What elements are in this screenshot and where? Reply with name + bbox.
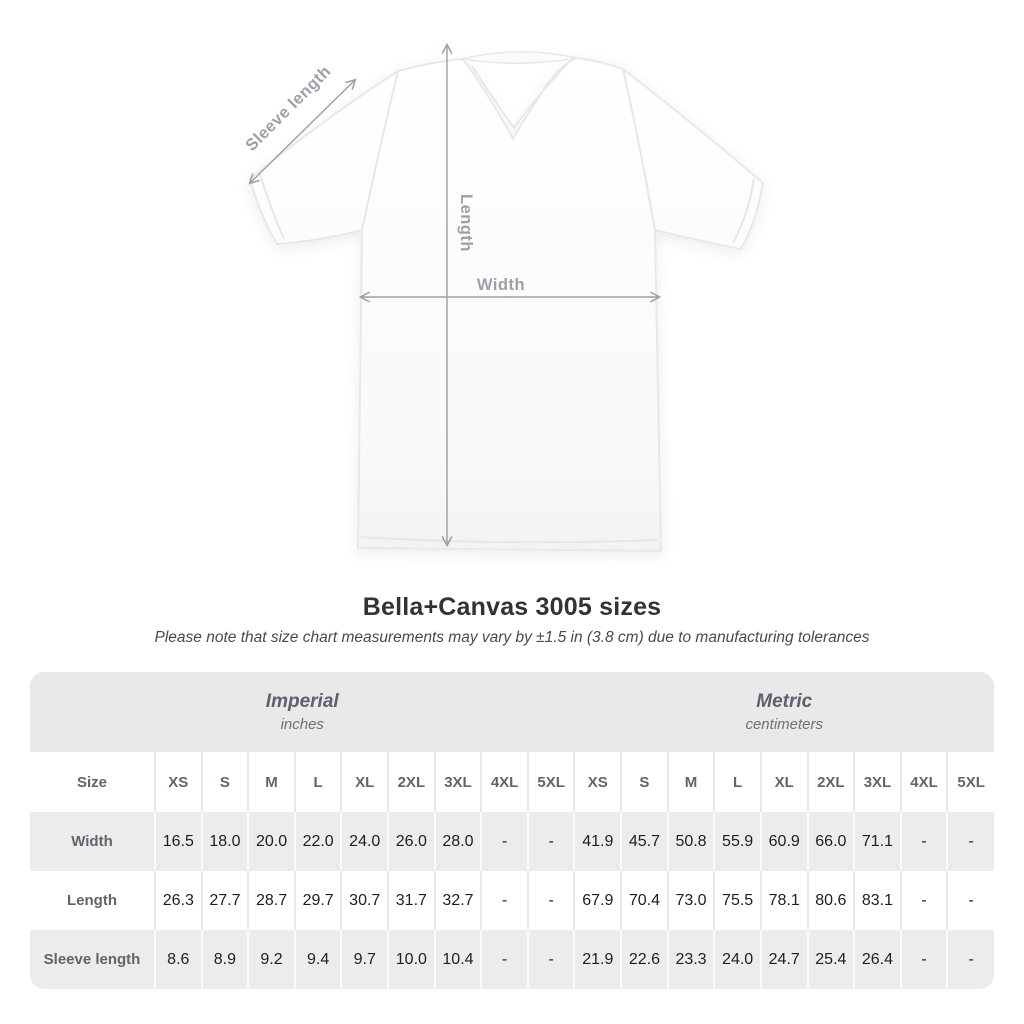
size-col-header-metric-xs: XS (574, 752, 621, 812)
measurement-row-length (30, 871, 994, 930)
measurement-value: - (901, 871, 948, 930)
imperial-group-header (30, 672, 574, 752)
measurement-value: 25.4 (808, 930, 855, 989)
size-chart-heading (0, 593, 1024, 647)
measurement-value: 26.4 (854, 930, 901, 989)
tolerance-note: Please note that size chart measurements may vary by ±1.5 in (3.8 cm) due to manufacturing tolerances (154, 629, 870, 646)
size-col-header-metric-m: M (668, 752, 715, 812)
size-col-header-imperial-s: S (202, 752, 249, 812)
page-title: Bella+Canvas 3005 sizes (362, 593, 662, 621)
measurement-row-label: Width (30, 812, 155, 871)
measurement-value: - (528, 871, 575, 930)
measurement-value: 45.7 (621, 812, 668, 871)
size-col-header-metric-5xl: 5XL (947, 752, 994, 812)
metric-group-unit: centimeters (745, 716, 823, 734)
tshirt-graphic (250, 52, 763, 551)
imperial-group-unit: inches (280, 716, 324, 734)
size-col-header-metric-4xl: 4XL (901, 752, 948, 812)
measurement-value: 8.6 (155, 930, 202, 989)
measurement-value: - (528, 930, 575, 989)
measurement-value: 8.9 (202, 930, 249, 989)
measurement-value: 10.4 (435, 930, 482, 989)
measurement-value: 28.0 (435, 812, 482, 871)
size-col-header-metric-s: S (621, 752, 668, 812)
size-col-header-imperial-m: M (248, 752, 295, 812)
measurement-row-label: Sleeve length (30, 930, 155, 989)
size-header-row (30, 752, 994, 812)
measurement-value: 28.7 (248, 871, 295, 930)
measurement-value: 9.2 (248, 930, 295, 989)
measurement-value: 22.0 (295, 812, 342, 871)
size-col-header-imperial-5xl: 5XL (528, 752, 575, 812)
measurement-value: 60.9 (761, 812, 808, 871)
tshirt-back-collar (462, 52, 577, 64)
size-col-header-imperial-3xl: 3XL (435, 752, 482, 812)
measurement-value: 29.7 (295, 871, 342, 930)
measurement-value: 18.0 (202, 812, 249, 871)
size-corner-header: Size (30, 752, 155, 812)
size-col-header-imperial-4xl: 4XL (481, 752, 528, 812)
imperial-group-label: Imperial (265, 690, 339, 712)
measurement-value: 30.7 (341, 871, 388, 930)
metric-group-header (574, 672, 994, 752)
metric-group-label: Metric (756, 690, 813, 712)
measurement-value: 10.0 (388, 930, 435, 989)
size-col-header-imperial-xl: XL (341, 752, 388, 812)
sleeve-length-arrow-label: Sleeve length (242, 62, 335, 155)
measurement-value: 26.0 (388, 812, 435, 871)
measurement-value: 80.6 (808, 871, 855, 930)
measurement-value: - (901, 812, 948, 871)
measurement-value: 32.7 (435, 871, 482, 930)
measurement-value: 24.7 (761, 930, 808, 989)
measurement-value: - (481, 930, 528, 989)
measurement-value: - (481, 871, 528, 930)
measurement-value: 9.7 (341, 930, 388, 989)
size-col-header-imperial-2xl: 2XL (388, 752, 435, 812)
width-arrow-label: Width (476, 276, 526, 294)
measurement-value: 75.5 (714, 871, 761, 930)
measurement-value: 27.7 (202, 871, 249, 930)
size-col-header-metric-xl: XL (761, 752, 808, 812)
tshirt-silhouette (250, 58, 763, 551)
unit-group-row (30, 672, 994, 752)
size-col-header-metric-2xl: 2XL (808, 752, 855, 812)
measurement-value: 9.4 (295, 930, 342, 989)
measurement-value: - (528, 812, 575, 871)
length-arrow-label: Length (457, 194, 475, 252)
measurement-value: 23.3 (668, 930, 715, 989)
measurement-value: - (947, 812, 994, 871)
measurement-value: 50.8 (668, 812, 715, 871)
size-col-header-metric-l: L (714, 752, 761, 812)
measurement-value: 83.1 (854, 871, 901, 930)
measurement-value: 55.9 (714, 812, 761, 871)
measurement-rows (30, 812, 994, 989)
measurement-value: - (947, 930, 994, 989)
measurement-value: 70.4 (621, 871, 668, 930)
measurement-value: 66.0 (808, 812, 855, 871)
measurement-value: 26.3 (155, 871, 202, 930)
size-table (30, 672, 994, 989)
measurement-value: - (481, 812, 528, 871)
measurement-value: 24.0 (714, 930, 761, 989)
measurement-value: - (901, 930, 948, 989)
measurement-row-width (30, 812, 994, 871)
measurement-value: 24.0 (341, 812, 388, 871)
measurement-value: 41.9 (574, 812, 621, 871)
measurement-value: - (947, 871, 994, 930)
measurement-value: 22.6 (621, 930, 668, 989)
size-col-header-metric-3xl: 3XL (854, 752, 901, 812)
size-col-header-imperial-xs: XS (155, 752, 202, 812)
measurement-value: 71.1 (854, 812, 901, 871)
size-table-container (30, 672, 994, 989)
measurement-value: 16.5 (155, 812, 202, 871)
measurement-value: 21.9 (574, 930, 621, 989)
measurement-value: 78.1 (761, 871, 808, 930)
size-col-header-imperial-l: L (295, 752, 342, 812)
measurement-row-label: Length (30, 871, 155, 930)
measurement-value: 20.0 (248, 812, 295, 871)
measurement-row-sleeve-length (30, 930, 994, 989)
measurement-value: 67.9 (574, 871, 621, 930)
measurement-value: 31.7 (388, 871, 435, 930)
measurement-value: 73.0 (668, 871, 715, 930)
